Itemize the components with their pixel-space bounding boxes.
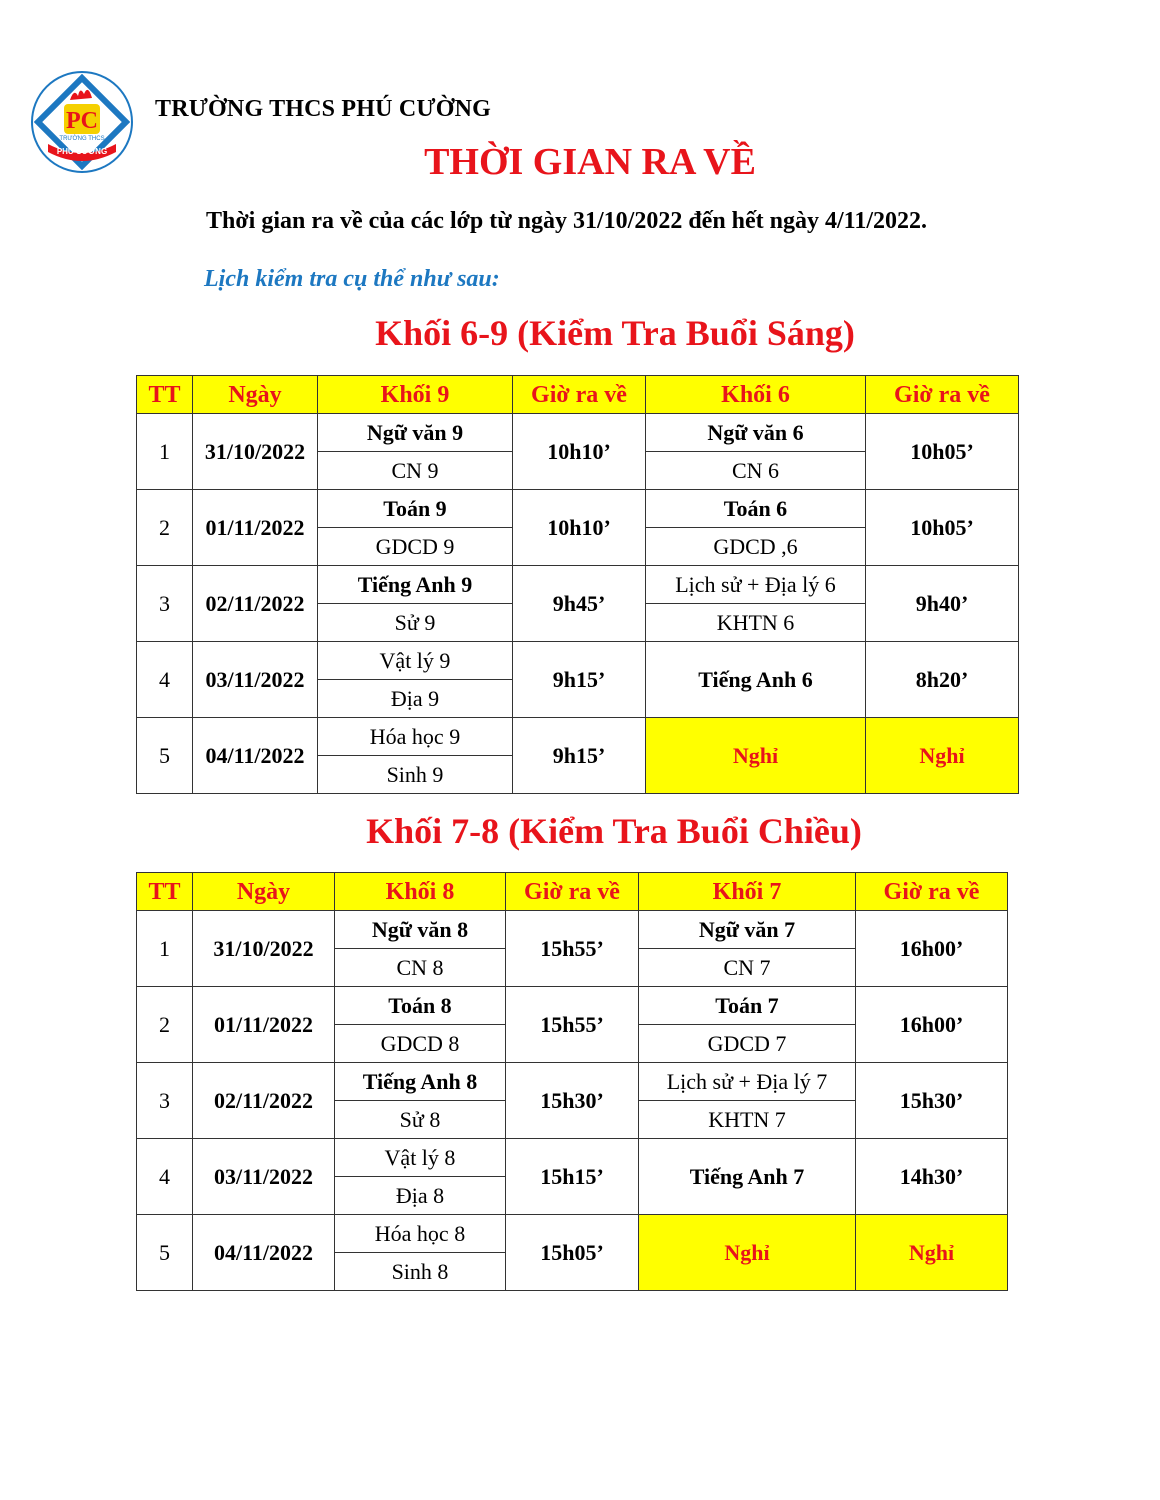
column-header: Giờ ra về (866, 376, 1019, 414)
column-header: TT (137, 376, 193, 414)
subject-cell: Vật lý 9 (318, 642, 513, 680)
schedule-table-morning (136, 375, 1019, 794)
release-time-cell: 16h00’ (856, 987, 1008, 1063)
row-number-cell: 1 (137, 911, 193, 987)
release-time-cell: 15h30’ (506, 1063, 639, 1139)
schedule-note: Lịch kiểm tra cụ thể như sau: (204, 266, 500, 292)
release-time-cell: 10h05’ (866, 414, 1019, 490)
release-time-cell: 15h55’ (506, 987, 639, 1063)
release-time-cell: 10h05’ (866, 490, 1019, 566)
subject-cell: Hóa học 8 (335, 1215, 506, 1253)
subject-cell: Lịch sử + Địa lý 7 (639, 1063, 856, 1101)
release-time-cell: 9h40’ (866, 566, 1019, 642)
column-header: Khối 9 (318, 376, 513, 414)
release-time-cell: 16h00’ (856, 911, 1008, 987)
svg-text:PC: PC (66, 108, 98, 134)
subject-cell: Tiếng Anh 7 (639, 1139, 856, 1215)
subject-cell: Ngữ văn 7 (639, 911, 856, 949)
table-row (137, 1215, 1008, 1253)
subject-cell: GDCD 7 (639, 1025, 856, 1063)
date-cell: 01/11/2022 (193, 987, 335, 1063)
subject-cell: Sử 9 (318, 604, 513, 642)
subject-cell: Toán 9 (318, 490, 513, 528)
table-row (137, 987, 1008, 1025)
release-time-cell: 15h15’ (506, 1139, 639, 1215)
column-header: Khối 8 (335, 873, 506, 911)
date-cell: 03/11/2022 (193, 1139, 335, 1215)
row-number-cell: 4 (137, 642, 193, 718)
release-time-cell: 10h10’ (513, 414, 646, 490)
table-row (137, 911, 1008, 949)
table-row (137, 566, 1019, 604)
day-off-cell: Nghỉ (856, 1215, 1008, 1291)
subject-cell: Toán 6 (646, 490, 866, 528)
subject-cell: Vật lý 8 (335, 1139, 506, 1177)
column-header: Giờ ra về (513, 376, 646, 414)
row-number-cell: 1 (137, 414, 193, 490)
subject-cell: KHTN 7 (639, 1101, 856, 1139)
subject-cell: CN 6 (646, 452, 866, 490)
column-header: Giờ ra về (506, 873, 639, 911)
table-row (137, 490, 1019, 528)
subject-cell: Sinh 9 (318, 756, 513, 794)
row-number-cell: 5 (137, 1215, 193, 1291)
date-cell: 02/11/2022 (193, 566, 318, 642)
subject-cell: CN 9 (318, 452, 513, 490)
intro-text: Thời gian ra về của các lớp từ ngày 31/10/2022 đến hết ngày 4/11/2022. (206, 208, 928, 234)
subject-cell: CN 8 (335, 949, 506, 987)
row-number-cell: 3 (137, 566, 193, 642)
column-header: Ngày (193, 376, 318, 414)
subject-cell: KHTN 6 (646, 604, 866, 642)
column-header: TT (137, 873, 193, 911)
subject-cell: Tiếng Anh 9 (318, 566, 513, 604)
row-number-cell: 3 (137, 1063, 193, 1139)
subject-cell: Toán 8 (335, 987, 506, 1025)
table-row (137, 642, 1019, 680)
schedule-table-afternoon (136, 872, 1008, 1291)
table-row (137, 414, 1019, 452)
release-time-cell: 9h45’ (513, 566, 646, 642)
subject-cell: CN 7 (639, 949, 856, 987)
svg-text:PHÚ CƯỜNG: PHÚ CƯỜNG (56, 147, 108, 156)
subject-cell: Hóa học 9 (318, 718, 513, 756)
day-off-cell: Nghỉ (639, 1215, 856, 1291)
subject-cell: Ngữ văn 9 (318, 414, 513, 452)
table-header-row (137, 873, 1008, 911)
date-cell: 04/11/2022 (193, 1215, 335, 1291)
table-row (137, 718, 1019, 756)
row-number-cell: 2 (137, 490, 193, 566)
subject-cell: GDCD ,6 (646, 528, 866, 566)
date-cell: 04/11/2022 (193, 718, 318, 794)
release-time-cell: 8h20’ (866, 642, 1019, 718)
svg-text:TRƯỜNG THCS: TRƯỜNG THCS (59, 136, 105, 142)
table-row (137, 1063, 1008, 1101)
date-cell: 03/11/2022 (193, 642, 318, 718)
release-time-cell: 9h15’ (513, 642, 646, 718)
date-cell: 01/11/2022 (193, 490, 318, 566)
subject-cell: GDCD 8 (335, 1025, 506, 1063)
date-cell: 02/11/2022 (193, 1063, 335, 1139)
school-name: TRƯỜNG THCS PHÚ CƯỜNG (155, 96, 491, 122)
section-title-morning: Khối 6-9 (Kiểm Tra Buổi Sáng) (375, 313, 855, 353)
subject-cell: Tiếng Anh 6 (646, 642, 866, 718)
subject-cell: Sử 8 (335, 1101, 506, 1139)
subject-cell: Sinh 8 (335, 1253, 506, 1291)
release-time-cell: 15h55’ (506, 911, 639, 987)
subject-cell: Lịch sử + Địa lý 6 (646, 566, 866, 604)
row-number-cell: 4 (137, 1139, 193, 1215)
day-off-cell: Nghỉ (646, 718, 866, 794)
subject-cell: Địa 9 (318, 680, 513, 718)
subject-cell: Toán 7 (639, 987, 856, 1025)
subject-cell: Địa 8 (335, 1177, 506, 1215)
release-time-cell: 10h10’ (513, 490, 646, 566)
subject-cell: Tiếng Anh 8 (335, 1063, 506, 1101)
release-time-cell: 14h30’ (856, 1139, 1008, 1215)
row-number-cell: 2 (137, 987, 193, 1063)
subject-cell: Ngữ văn 6 (646, 414, 866, 452)
table-row (137, 1139, 1008, 1177)
page-title: THỜI GIAN RA VỀ (424, 141, 756, 183)
subject-cell: GDCD 9 (318, 528, 513, 566)
release-time-cell: 9h15’ (513, 718, 646, 794)
day-off-cell: Nghỉ (866, 718, 1019, 794)
subject-cell: Ngữ văn 8 (335, 911, 506, 949)
table-header-row (137, 376, 1019, 414)
column-header: Giờ ra về (856, 873, 1008, 911)
release-time-cell: 15h05’ (506, 1215, 639, 1291)
release-time-cell: 15h30’ (856, 1063, 1008, 1139)
column-header: Khối 7 (639, 873, 856, 911)
column-header: Ngày (193, 873, 335, 911)
column-header: Khối 6 (646, 376, 866, 414)
row-number-cell: 5 (137, 718, 193, 794)
section-title-afternoon: Khối 7-8 (Kiểm Tra Buổi Chiều) (366, 811, 862, 851)
date-cell: 31/10/2022 (193, 414, 318, 490)
date-cell: 31/10/2022 (193, 911, 335, 987)
